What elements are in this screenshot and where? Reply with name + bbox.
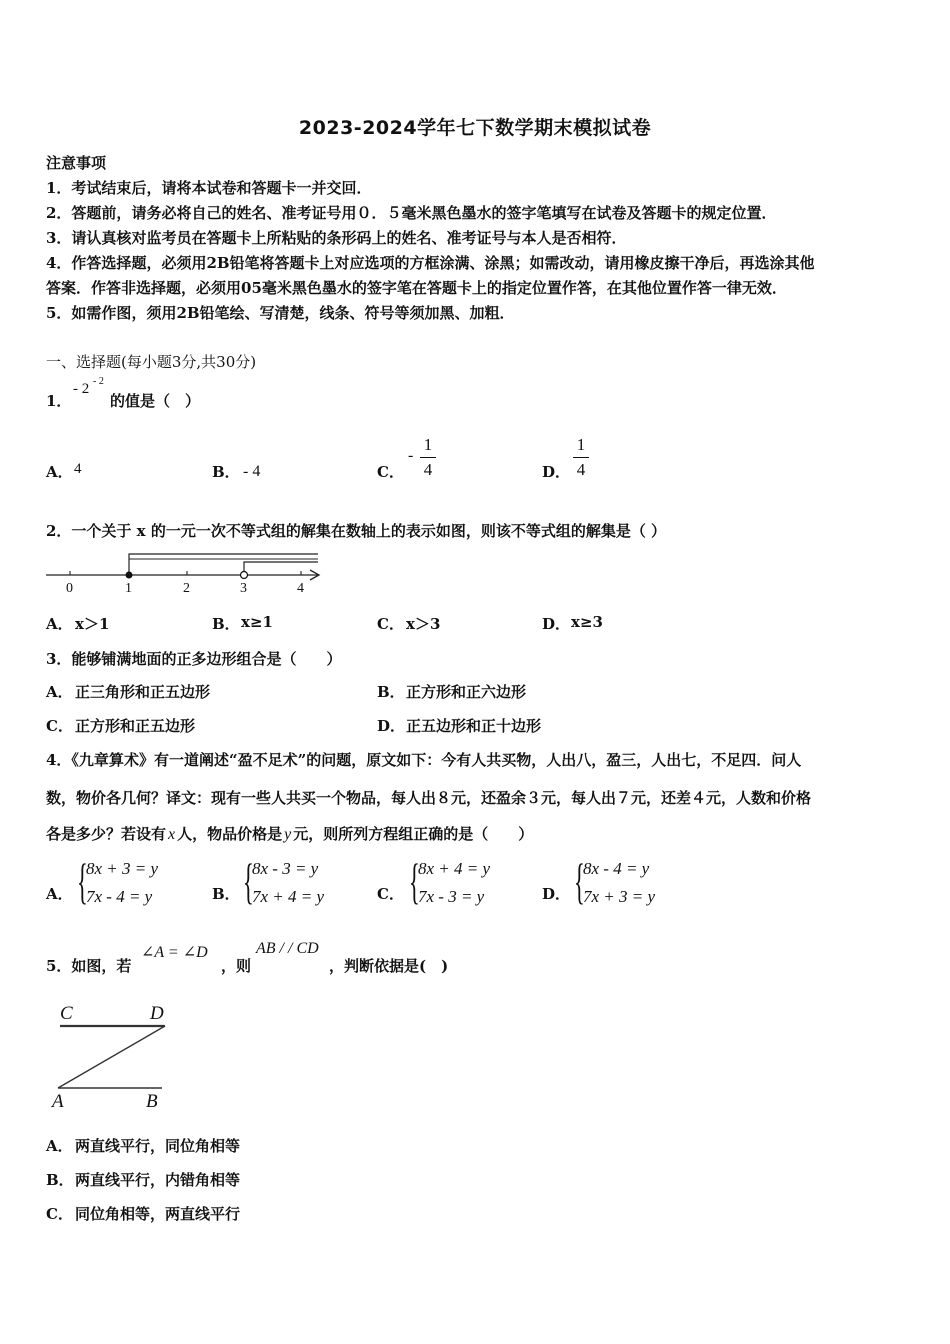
q4-option-c-label: C． — [377, 885, 404, 903]
axis-tick-label: 4 — [297, 581, 304, 596]
equation: 7x + 4 = y — [252, 887, 325, 906]
q5-option-a-value: 两直线平行，同位角相等 — [75, 1137, 241, 1155]
fraction-bar — [573, 457, 589, 458]
q4-stem-line1: 4．《九章算术》有一道阐述“盈不足术”的问题，原文如下：今有人共买物，人出八，盈三，人出七，不足四．问人 — [46, 751, 802, 769]
equation: 7x - 4 = y — [86, 887, 153, 906]
q4-option-b-label: B． — [212, 885, 240, 903]
equation: 8x - 3 = y — [252, 859, 319, 878]
note-item: 5．如需作图，须用2B铅笔绘、写清楚，线条、符号等须加黑、加粗． — [46, 304, 515, 322]
q2-option-c-label: C． — [377, 615, 404, 633]
q3-option-a-value: 正三角形和正五边形 — [75, 683, 211, 701]
q5-option-b-value: 两直线平行，内错角相等 — [75, 1171, 241, 1189]
axis-tick-label: 0 — [66, 581, 73, 596]
axis-tick-label: 3 — [240, 581, 247, 596]
var-x: x — [168, 826, 176, 843]
point-label-b: B — [146, 1091, 158, 1112]
q4-stem-part: 人，物品价格是 — [177, 825, 283, 843]
parallel-lines-figure — [50, 1020, 180, 1095]
solution-bracket-closed — [129, 554, 318, 575]
q1-option-a-label: A． — [46, 463, 73, 481]
equation: 8x - 4 = y — [583, 859, 650, 878]
q2-option-c-value: x＞3 — [406, 615, 441, 633]
equation: 8x + 4 = y — [418, 859, 491, 878]
axis-tick-label: 1 — [125, 581, 132, 596]
q1-expr-base: - 2 — [73, 381, 90, 397]
q5-option-b-label: B． — [46, 1171, 74, 1189]
note-item: 1．考试结束后，请将本试卷和答题卡一并交回． — [46, 179, 372, 197]
q4-stem-line3 — [46, 823, 533, 844]
q5-tail: ，判断依据是( ) — [329, 957, 449, 975]
q1-option-b-value: - 4 — [243, 463, 261, 480]
q3-option-d-value: 正五边形和正十边形 — [406, 717, 542, 735]
open-point — [241, 572, 248, 579]
q4-option-c-system — [418, 855, 490, 911]
fraction-denominator: 4 — [576, 460, 586, 479]
closed-point — [126, 572, 133, 579]
q3-option-c-label: C． — [46, 717, 73, 735]
q2-option-a-label: A． — [46, 615, 73, 633]
page-title: 2023-2024学年七下数学期末模拟试卷 — [298, 117, 652, 139]
point-label-a: A — [52, 1091, 64, 1112]
q1-expr-exponent: - 2 — [93, 376, 104, 387]
q3-stem: 3．能够铺满地面的正多边形组合是（ ） — [46, 650, 342, 668]
equation: 7x - 3 = y — [418, 887, 485, 906]
q1-option-d-label: D． — [542, 463, 571, 481]
brace-icon: { — [243, 853, 254, 909]
q1-option-d-fraction — [573, 435, 589, 480]
q1-number: 1． — [46, 392, 72, 410]
point-label-c: C — [60, 1003, 73, 1024]
q4-option-a-label: A． — [46, 885, 73, 903]
fraction-numerator: 1 — [576, 435, 586, 454]
q2-option-b-label: B． — [212, 615, 240, 633]
brace-icon: { — [574, 853, 585, 909]
fraction-denominator: 4 — [423, 460, 433, 479]
q3-option-a-label: A． — [46, 683, 73, 701]
q5-option-c-value: 同位角相等，两直线平行 — [75, 1205, 241, 1223]
q2-option-a-value: x＞1 — [75, 615, 110, 633]
brace-icon: { — [409, 853, 420, 909]
q4-stem-part: 各是多少？若设有 — [46, 825, 167, 843]
fraction-bar — [420, 457, 436, 458]
equation: 8x + 3 = y — [86, 859, 159, 878]
fraction-numerator: 1 — [423, 435, 433, 454]
q2-stem: 2．一个关于 x 的一元一次不等式组的解集在数轴上的表示如图，则该不等式组的解集是（ ） — [46, 522, 667, 540]
q2-option-d-label: D． — [542, 615, 571, 633]
q4-stem-part: 元，则所列方程组正确的是（ ） — [293, 825, 534, 843]
q4-stem-line2: 数，物价各几何？译文：现有一些人共买一个物品，每人出８元，还盈余３元，每人出７元，还差４元，人数和价格 — [46, 789, 812, 807]
q5-option-a-label: A． — [46, 1137, 73, 1155]
q3-option-d-label: D． — [377, 717, 406, 735]
brace-icon: { — [77, 853, 88, 909]
line-ad — [58, 1026, 165, 1088]
q5-option-c-label: C． — [46, 1205, 73, 1223]
q3-option-b-label: B． — [377, 683, 405, 701]
q1-stem: 的值是（ ） — [110, 392, 201, 410]
q4-option-b-system — [252, 855, 324, 911]
q1-option-c-sign: - — [408, 447, 414, 464]
q4-option-a-system — [86, 855, 158, 911]
q2-option-d-value: x≥3 — [571, 613, 603, 631]
note-item: 4．作答选择题，必须用2B铅笔将答题卡上对应选项的方框涂满、涂黑；如需改动，请用橡皮擦干净后，再选涂其他 — [46, 254, 815, 272]
notes-heading: 注意事项 — [46, 154, 107, 172]
note-item: 2．答题前，请务必将自己的姓名、准考证号用０．５毫米黑色墨水的签字笔填写在试卷及答题卡的规定位置． — [46, 204, 777, 222]
q1-option-c-fraction — [420, 435, 436, 480]
var-y: y — [284, 826, 292, 843]
note-item: 3．请认真核对监考员在答题卡上所粘贴的条形码上的姓名、准考证号与本人是否相符． — [46, 229, 627, 247]
q1-option-a-value: 4 — [74, 461, 82, 477]
equation: 7x + 3 = y — [583, 887, 656, 906]
q1-option-b-label: B． — [212, 463, 240, 481]
q4-option-d-label: D． — [542, 885, 571, 903]
section-heading: 一、选择题(每小题3分,共30分) — [46, 353, 257, 371]
q2-option-b-value: x≥1 — [241, 613, 273, 631]
q5-condition: ∠A = ∠D — [141, 944, 208, 961]
point-label-d: D — [150, 1003, 164, 1024]
q1-option-c-label: C． — [377, 463, 404, 481]
note-item: 答案．作答非选择题，必须用05毫米黑色墨水的签字笔在答题卡上的指定位置作答，在其他位置作答一律无效． — [46, 279, 787, 297]
q3-option-b-value: 正方形和正六边形 — [406, 683, 527, 701]
q3-option-c-value: 正方形和正五边形 — [75, 717, 196, 735]
q5-number: 5．如图，若 — [46, 957, 132, 975]
q5-mid: ，则 — [221, 957, 252, 975]
q5-conclusion: AB / / CD — [256, 940, 319, 957]
q4-option-d-system — [583, 855, 655, 911]
axis-tick-label: 2 — [183, 581, 190, 596]
solution-bracket-open — [244, 562, 318, 575]
